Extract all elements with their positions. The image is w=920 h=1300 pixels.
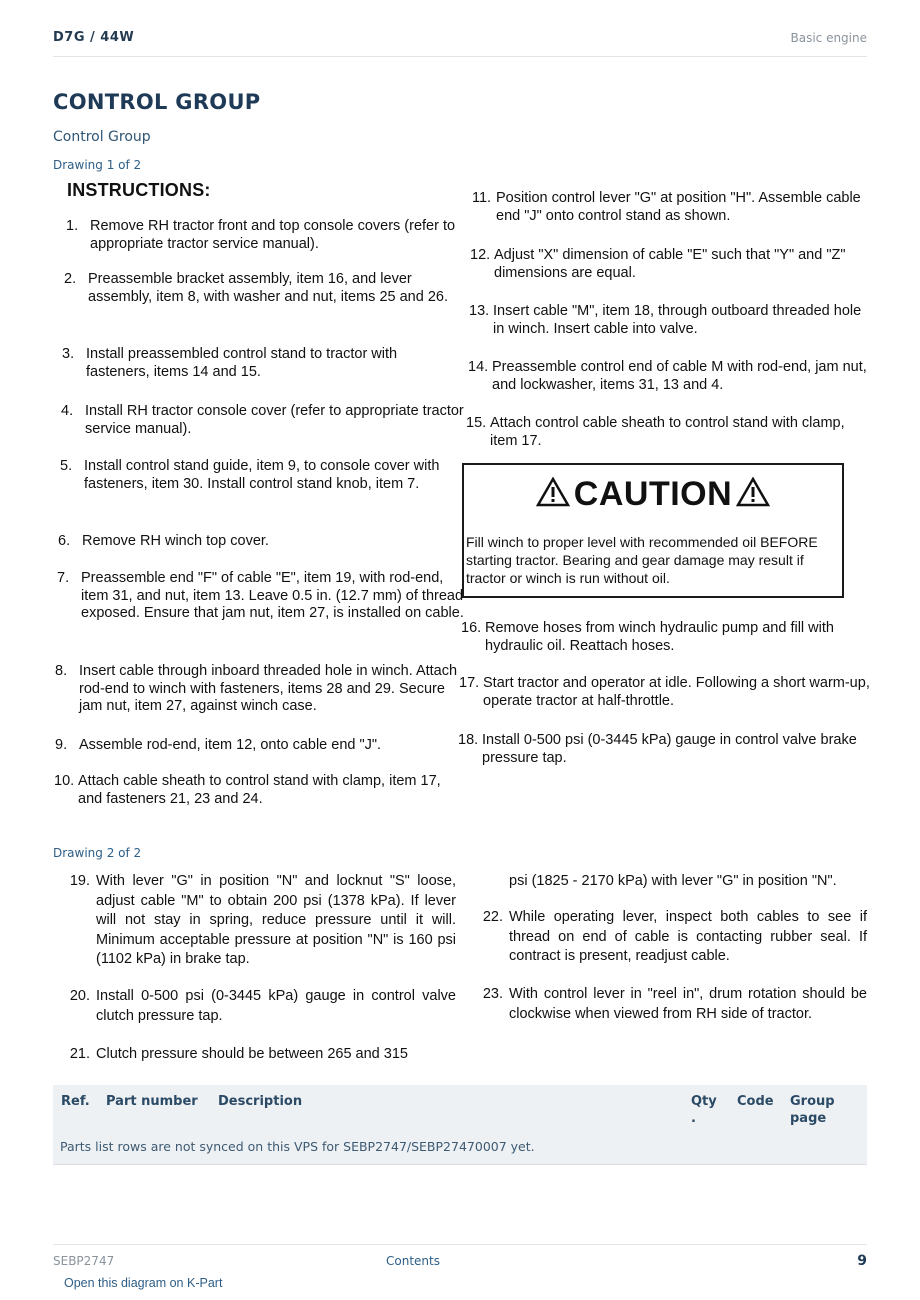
instruction-step: 22. While operating lever, inspect both cables to see if thread on end of cable is contacting rubber seal. If contract is present, readjust cable. [482,909,867,964]
instruction-step: 20. Install 0-500 psi (0-3445 kPa) gauge in control valve clutch pressure tap. [69,988,456,1024]
open-diagram-link[interactable]: Open this diagram on K-Part [64,1276,223,1290]
page-subtitle: Control Group [53,129,151,145]
parts-table-header [53,1085,867,1131]
instruction-step: 14. Preassemble control end of cable M with rod-end, jam nut, and lockwasher, items 31, 13 and 4. [468,359,867,393]
warning-triangle-icon [536,477,570,507]
instruction-step: 4. Install RH tractor console cover (refer to appropriate tractor service manual). [61,403,464,437]
section-name: Basic engine [790,31,867,45]
instructions-heading: INSTRUCTIONS: [67,180,211,200]
instruction-step: 16. Remove hoses from winch hydraulic pump and fill with hydraulic oil. Reattach hoses. [461,620,834,654]
drawing-1-label: Drawing 1 of 2 [53,158,142,172]
instruction-step: psi (1825 - 2170 kPa) with lever "G" in position "N". [509,873,837,889]
model-breadcrumb: D7G / 44W [53,30,135,45]
page-footer [53,1244,867,1275]
caution-text: Fill winch to proper level with recommended oil BEFORE starting tractor. Bearing and gear damage may result if tractor or winch is run without oil. [466,534,818,586]
instruction-step: 7. Preassemble end "F" of cable "E", item 19, with rod-end, item 31, and nut, item 13. Leave 0.5 in. (12.7 mm) of thread exposed. Ensure that jam nut, item 27, is installed on cable. [57,570,464,621]
caution-box [462,463,844,598]
contents-link[interactable]: Contents [386,1254,440,1268]
column-ref: Ref. [61,1094,90,1109]
instruction-step: 3. Install preassembled control stand to tractor with fasteners, items 14 and 15. [62,346,398,380]
instruction-step: 9. Assemble rod-end, item 12, onto cable end "J". [55,737,382,753]
document-id: SEBP2747 [53,1254,115,1268]
instruction-step: 1. Remove RH tractor front and top console covers (refer to appropriate tractor service manual). [66,218,456,252]
instruction-step: 21. Clutch pressure should be between 265 and 315 [69,1046,408,1062]
page-header [53,28,867,57]
column-code: Code [737,1094,774,1109]
instruction-step: 11. Position control lever "G" at position "H". Assemble cable end "J" onto control stand as shown. [472,190,861,224]
warning-triangle-icon [736,477,770,507]
page-number: 9 [857,1253,867,1269]
drawing-2-label: Drawing 2 of 2 [53,846,142,860]
column-description: Description [218,1094,303,1109]
instruction-step: 6. Remove RH winch top cover. [58,533,269,549]
instruction-step: 15. Attach control cable sheath to control stand with clamp, item 17. [466,415,845,449]
instruction-step: 10. Attach cable sheath to control stand with clamp, item 17, and fasteners 21, 23 and 24. [54,773,441,807]
instruction-step: 23. With control lever in "reel in", drum rotation should be clockwise when viewed from RH side of tractor. [482,986,867,1022]
instruction-step: 18. Install 0-500 psi (0-3445 kPa) gauge in control valve brake pressure tap. [458,732,857,766]
caution-title: CAUTION [464,475,842,514]
parts-table [53,1085,867,1165]
column-qty: Qty . [691,1094,717,1126]
page-title: CONTROL GROUP [53,90,261,114]
column-part-number: Part number [106,1094,198,1109]
instruction-step: 19. With lever "G" in position "N" and locknut "S" loose, adjust cable "M" to obtain 200 psi (1378 kPa). If lever will not stay in spring, reduce pressure until it will. Minimum acceptable pressure at position "N" is 160 psi (1102 kPa) in brake tap. [69,873,456,967]
instruction-step: 17. Start tractor and operator at idle. Following a short warm-up, operate tractor at half-throttle. [459,675,870,709]
instruction-step: 8. Insert cable through inboard threaded hole in winch. Attach rod-end to winch with fasteners, items 28 and 29. Secure jam nut, item 27, against winch case. [55,663,458,714]
instruction-step: 2. Preassemble bracket assembly, item 16, and lever assembly, item 8, with washer and nut, items 25 and 26. [64,271,448,305]
instruction-step: 5. Install control stand guide, item 9, to console cover with fasteners, item 30. Install control stand knob, item 7. [60,458,440,492]
instruction-step: 12. Adjust "X" dimension of cable "E" such that "Y" and "Z" dimensions are equal. [470,247,846,281]
parts-empty-message: Parts list rows are not synced on this VPS for SEBP2747/SEBP27470007 yet. [60,1139,535,1154]
parts-table-empty-row [53,1131,867,1165]
instruction-step: 13. Insert cable "M", item 18, through outboard threaded hole in winch. Insert cable into valve. [469,303,862,337]
column-group-page: Group page [790,1094,835,1126]
